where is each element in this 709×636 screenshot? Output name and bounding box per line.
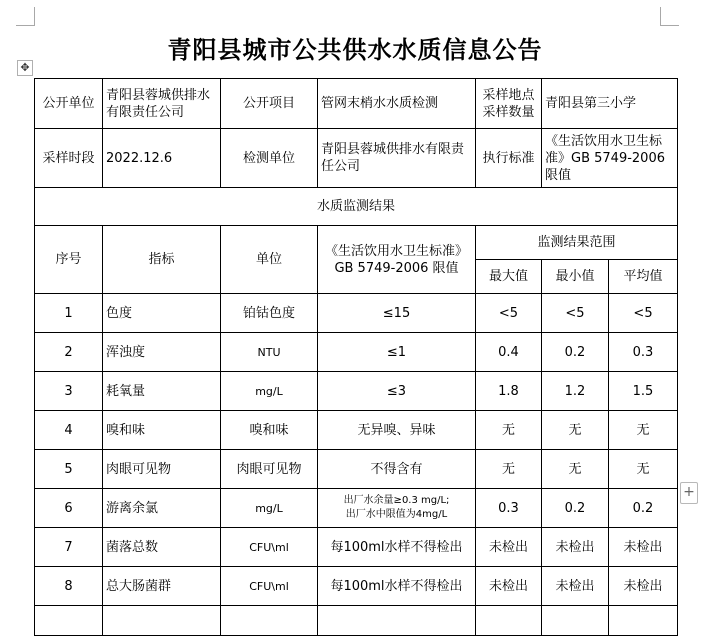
col-min-header: 最小值 [542,260,609,294]
col-limit-header: 《生活饮用水卫生标准》GB 5749-2006 限值 [318,226,476,294]
row-max: 无 [476,411,542,450]
table-row [35,489,678,528]
col-avg-header: 平均值 [609,260,678,294]
col-unit-header: 单位 [221,226,318,294]
row-limit: ≤15 [318,294,476,333]
row-min: 无 [542,411,609,450]
table-row [35,411,678,450]
unit-value: 青阳县蓉城供排水有限责任公司 [318,129,476,188]
row-unit: 嗅和味 [221,411,318,450]
publisher-value: 青阳县蓉城供排水有限责任公司 [103,79,221,129]
page-corner-mark-right [660,7,679,26]
empty-cell [221,606,318,636]
row-avg: 0.3 [609,333,678,372]
row-unit: NTU [221,333,318,372]
row-unit: 铂钴色度 [221,294,318,333]
row-avg: <5 [609,294,678,333]
row-avg: 未检出 [609,528,678,567]
empty-cell [609,606,678,636]
row-max: 无 [476,450,542,489]
table-row [35,450,678,489]
row-unit: mg/L [221,372,318,411]
row-indicator: 游离余氯 [103,489,221,528]
row-min: 0.2 [542,333,609,372]
row-indicator: 耗氧量 [103,372,221,411]
row-indicator: 嗅和味 [103,411,221,450]
plus-icon[interactable]: + [680,482,698,504]
header-row-1 [35,79,678,129]
unit-label: 检测单位 [221,129,318,188]
col-range-header: 监测结果范围 [476,226,678,260]
publisher-label: 公开单位 [35,79,103,129]
row-limit-line-1: 出厂水余量≥0.3 mg/L; [343,495,450,506]
row-avg: 0.2 [609,489,678,528]
row-no: 8 [35,567,103,606]
row-max: 1.8 [476,372,542,411]
row-avg: 未检出 [609,567,678,606]
row-avg: 1.5 [609,372,678,411]
empty-cell [35,606,103,636]
row-limit: 无异嗅、异味 [318,411,476,450]
row-avg: 无 [609,411,678,450]
table-row [35,333,678,372]
row-limit: ≤3 [318,372,476,411]
column-header-row-1 [35,226,678,260]
period-label: 采样时段 [35,129,103,188]
table-row [35,294,678,333]
table-row [35,567,678,606]
row-min: 未检出 [542,567,609,606]
row-max: <5 [476,294,542,333]
row-indicator: 浑浊度 [103,333,221,372]
row-limit-line-2: 出厂水中限值为4mg/L [345,509,448,520]
site-label: 采样地点采样数量 [476,79,542,129]
row-limit: ≤1 [318,333,476,372]
row-unit: mg/L [221,489,318,528]
row-unit: CFU\ml [221,528,318,567]
row-min: <5 [542,294,609,333]
page-title: 青阳县城市公共供水水质信息公告 [167,36,543,64]
empty-cell [318,606,476,636]
row-no: 1 [35,294,103,333]
move-cross-icon[interactable]: ✥ [17,60,33,76]
row-unit: CFU\ml [221,567,318,606]
row-avg: 无 [609,450,678,489]
header-row-2 [35,129,678,188]
col-no-header: 序号 [35,226,103,294]
period-value: 2022.12.6 [103,129,221,188]
row-min: 无 [542,450,609,489]
standard-value: 《生活饮用水卫生标准》GB 5749-2006 限值 [542,129,678,188]
row-no: 5 [35,450,103,489]
item-value: 管网末梢水水质检测 [318,79,476,129]
table-row [35,528,678,567]
row-min: 未检出 [542,528,609,567]
col-indicator-header: 指标 [103,226,221,294]
row-unit: 肉眼可见物 [221,450,318,489]
row-min: 1.2 [542,372,609,411]
row-indicator: 肉眼可见物 [103,450,221,489]
row-no: 6 [35,489,103,528]
row-limit: 每100ml水样不得检出 [318,528,476,567]
row-max: 0.4 [476,333,542,372]
row-no: 2 [35,333,103,372]
item-label: 公开项目 [221,79,318,129]
row-indicator: 色度 [103,294,221,333]
row-no: 4 [35,411,103,450]
section-title-row [35,188,678,226]
standard-label: 执行标准 [476,129,542,188]
row-indicator: 总大肠菌群 [103,567,221,606]
empty-cell [103,606,221,636]
water-quality-table [34,78,678,636]
row-indicator: 菌落总数 [103,528,221,567]
table-row-partial [35,606,678,636]
empty-cell [542,606,609,636]
col-max-header: 最大值 [476,260,542,294]
row-no: 3 [35,372,103,411]
empty-cell [476,606,542,636]
page-corner-mark-left [16,7,35,26]
table-row [35,372,678,411]
row-max: 0.3 [476,489,542,528]
row-min: 0.2 [542,489,609,528]
section-title: 水质监测结果 [35,188,678,226]
row-max: 未检出 [476,528,542,567]
row-limit: 不得含有 [318,450,476,489]
row-limit [318,489,476,528]
row-no: 7 [35,528,103,567]
row-max: 未检出 [476,567,542,606]
site-value: 青阳县第三小学 [542,79,678,129]
row-limit: 每100ml水样不得检出 [318,567,476,606]
